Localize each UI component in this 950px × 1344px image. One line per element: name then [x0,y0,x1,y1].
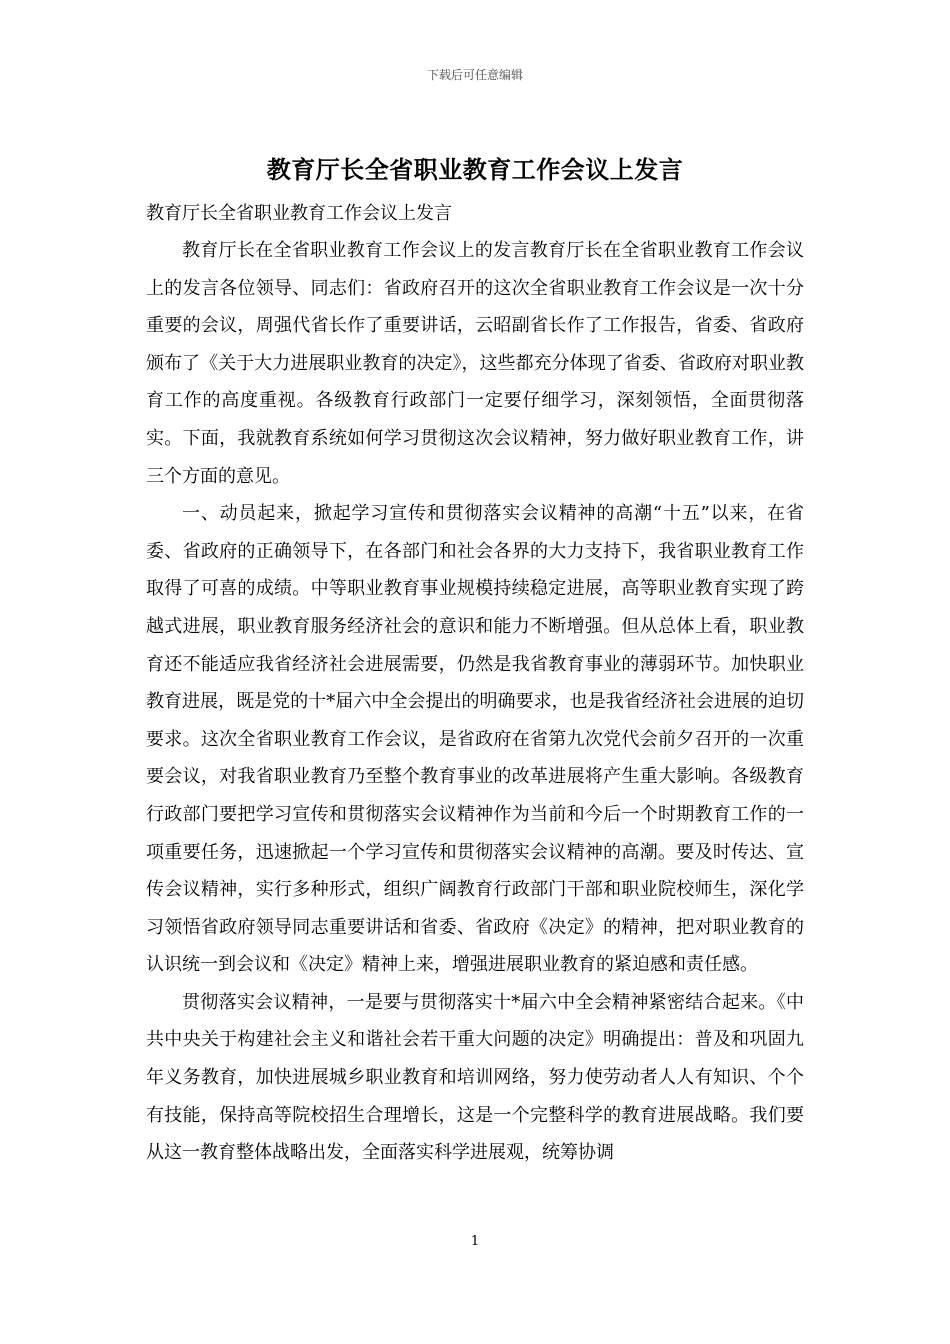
page-title: 教育厅长全省职业教育工作会议上发言 [266,156,684,184]
paragraph-2: 一、动员起来，掀起学习宣传和贯彻落实会议精神的高潮“十五”以来，在省委、省政府的正确领导下，在各部门和社会各界的大力支持下，我省职业教育工作取得了可喜的成绩。中等职业教育事业规模持续稳定进展，高等职业教育实现了跨越式进展，职业教育服务经济社会的意识和能力不断增强。但从总体上看，职业教育还不能适应我省经济社会进展需要，仍然是我省教育事业的薄弱环节。加快职业教育进展，既是党的十*届六中全会提出的明确要求，也是我省经济社会进展的迫切要求。这次全省职业教育工作会议，是省政府在省第九次党代会前夕召开的一次重要会议，对我省职业教育乃至整个教育事业的改革进展将产生重大影响。各级教育行政部门要把学习宣传和贯彻落实会议精神作为当前和今后一个时期教育工作的一项重要任务，迅速掀起一个学习宣传和贯彻落实会议精神的高潮。要及时传达、宣传会议精神，实行多种形式，组织广阔教育行政部门干部和职业院校师生，深化学习领悟省政府领导同志重要讲话和省委、省政府《决定》的精神，把对职业教育的认识统一到会议和《决定》精神上来，增强进展职业教育的紧迫感和责任感。 [146,503,804,976]
document-body [146,196,804,1172]
header-note: 下载后可任意编辑 [426,68,523,82]
subtitle: 教育厅长全省职业教育工作会议上发言 [146,203,452,224]
paragraph-3: 贯彻落实会议精神，一是要与贯彻落实十*届六中全会精神紧密结合起来。《中共中央关于构建社会主义和谐社会若干重大问题的决定》明确提出：普及和巩固九年义务教育，加快进展城乡职业教育和培训网络，努力使劳动者人人有知识、个个有技能，保持高等院校招生合理增长，这是一个完整科学的教育进展战略。我们要从这一教育整体战略出发，全面落实科学进展观，统筹协调 [146,991,804,1164]
paragraph-1: 教育厅长在全省职业教育工作会议上的发言教育厅长在全省职业教育工作会议上的发言各位领导、同志们：省政府召开的这次全省职业教育工作会议是一次十分重要的会议，周强代省长作了重要讲话，云昭副省长作了工作报告，省委、省政府颁布了《关于大力进展职业教育的决定》，这些都充分体现了省委、省政府对职业教育工作的高度重视。各级教育行政部门一定要仔细学习，深刻领悟，全面贯彻落实。下面，我就教育系统如何学习贯彻这次会议精神，努力做好职业教育工作，讲三个方面的意见。 [146,240,804,487]
page-number: 1 [470,1234,480,1249]
